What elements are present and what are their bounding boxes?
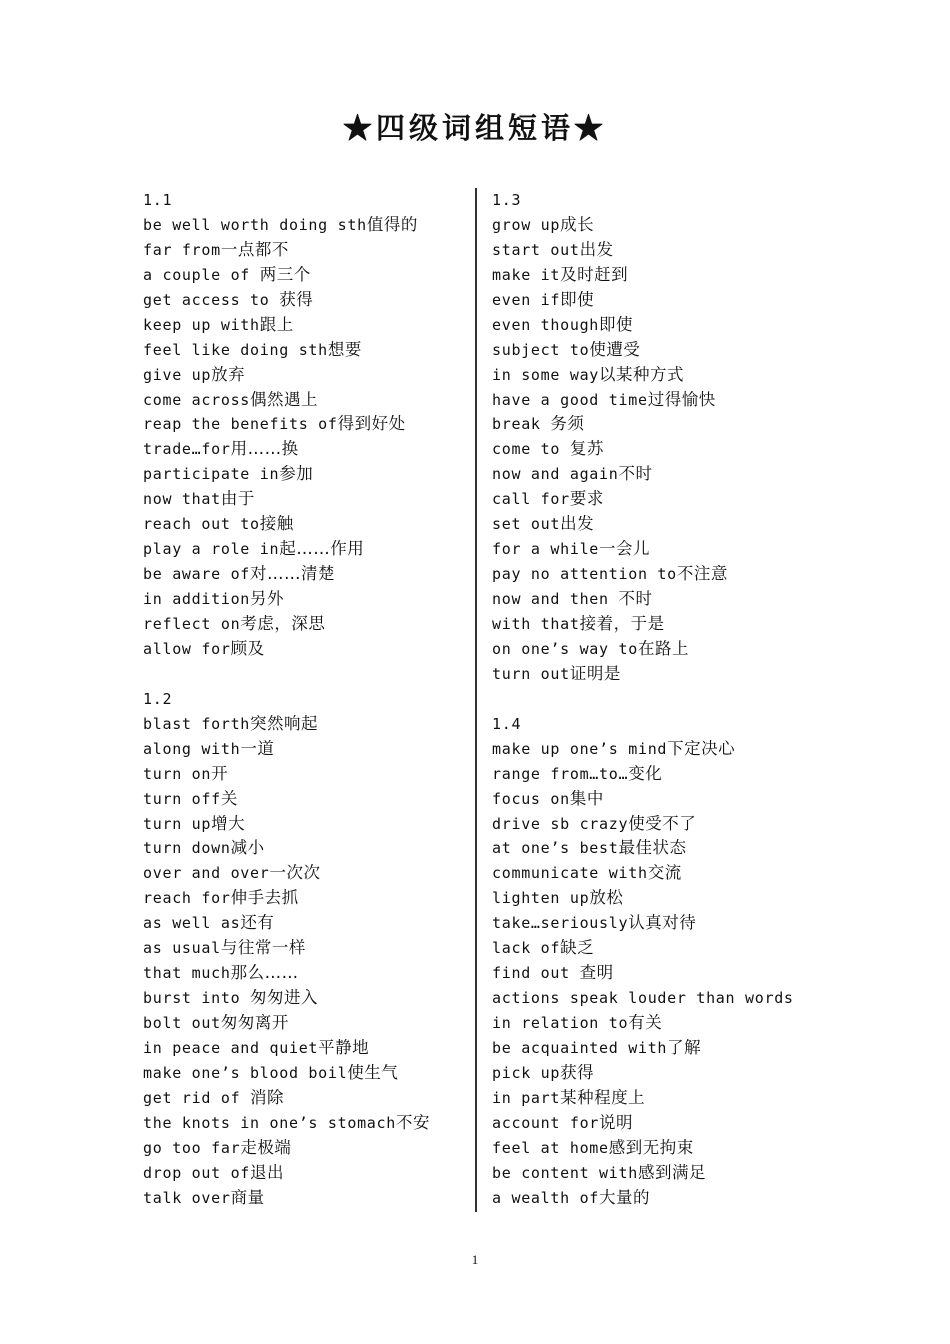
right-column: [492, 188, 812, 1211]
phrase-entry: [143, 762, 463, 787]
phrase-english: turn down: [143, 839, 231, 858]
phrase-english: call for: [492, 490, 570, 509]
phrase-entry: [492, 487, 812, 512]
phrase-chinese: 伸手去抓: [230, 888, 299, 908]
phrase-chinese: 集中: [569, 788, 604, 808]
phrase-english: get rid of: [143, 1088, 251, 1107]
phrase-english: give up: [143, 365, 212, 384]
phrase-entry: [143, 288, 463, 313]
phrase-section: [143, 188, 463, 662]
phrase-english: break: [492, 415, 551, 434]
phrase-entry: [492, 1186, 812, 1211]
phrase-entry: [143, 388, 463, 413]
phrase-chinese: 平静地: [318, 1037, 370, 1057]
phrase-chinese: 参加: [279, 464, 314, 484]
phrase-section: [492, 712, 812, 1211]
phrase-chinese: 变化: [628, 763, 663, 783]
phrase-entry: [492, 836, 812, 861]
phrase-entry: [143, 936, 463, 961]
phrase-english: with that: [492, 614, 580, 633]
phrase-chinese: 放松: [589, 888, 624, 908]
phrase-english: focus on: [492, 789, 570, 808]
phrase-english: for a while: [492, 540, 600, 559]
phrase-entry: [492, 886, 812, 911]
phrase-english: communicate with: [492, 864, 648, 883]
phrase-section: [492, 188, 812, 687]
phrase-entry: [143, 412, 463, 437]
phrase-chinese: 放弃: [211, 364, 246, 384]
page-number: 1: [471, 1252, 479, 1267]
phrase-entry: [492, 762, 812, 787]
phrase-chinese: 有关: [628, 1013, 663, 1032]
phrase-entry: [492, 313, 812, 338]
phrase-english: drive sb crazy: [492, 814, 629, 833]
phrase-english: even though: [492, 315, 600, 334]
phrase-english: make it: [492, 265, 561, 284]
phrase-english: take…seriously: [492, 914, 629, 933]
phrase-entry: [492, 662, 812, 687]
phrase-entry: [492, 612, 812, 637]
phrase-entry: [492, 363, 812, 388]
phrase-english: burst into: [143, 989, 251, 1008]
phrase-entry: [143, 812, 463, 837]
phrase-english: have a good time: [492, 390, 648, 409]
phrase-english: now and then: [492, 590, 619, 608]
phrase-chinese: 得到好处: [337, 414, 406, 434]
phrase-english: reach for: [143, 889, 231, 908]
phrase-entry: [143, 462, 463, 487]
phrase-english: grow up: [492, 215, 561, 234]
phrase-entry: [492, 637, 812, 662]
phrase-english: that much: [143, 964, 231, 983]
phrase-english: turn off: [143, 789, 221, 808]
phrase-entry: [143, 836, 463, 861]
phrase-english: in addition: [143, 590, 251, 608]
phrase-entry: [492, 737, 812, 762]
phrase-english: lighten up: [492, 889, 590, 908]
phrase-chinese: 要求: [569, 489, 604, 509]
phrase-english: turn up: [143, 814, 212, 833]
phrase-english: in peace and quiet: [143, 1038, 319, 1057]
phrase-english: make one’s blood boil: [143, 1063, 348, 1082]
phrase-entry: [143, 587, 463, 612]
phrase-chinese: 不安: [396, 1112, 430, 1132]
phrase-chinese: 减小: [230, 838, 265, 858]
section-heading: 1.4: [492, 714, 522, 733]
phrase-entry: [143, 1086, 463, 1111]
column-divider: [475, 188, 477, 1212]
phrase-english: talk over: [143, 1188, 231, 1207]
phrase-entry: [143, 213, 463, 238]
phrase-english: trade…for: [143, 440, 231, 459]
phrase-chinese: 在路上: [637, 638, 689, 658]
phrase-entry: [143, 612, 463, 637]
phrase-entry: [143, 537, 463, 562]
phrase-entry: [492, 787, 812, 812]
phrase-chinese: 以某种方式: [599, 364, 685, 384]
phrase-entry: [492, 1036, 812, 1061]
phrase-entry: [143, 512, 463, 537]
phrase-english: far from: [143, 240, 221, 259]
phrase-chinese: 那么……: [230, 963, 299, 983]
phrase-english: go too far: [143, 1138, 241, 1157]
phrase-entry: [143, 1061, 463, 1086]
phrase-entry: [492, 562, 812, 587]
phrase-chinese: 出发: [579, 239, 614, 259]
phrase-chinese: 感到满足: [637, 1162, 706, 1182]
phrase-entry: [143, 1136, 463, 1161]
phrase-chinese: 关: [220, 788, 238, 808]
phrase-chinese: 对……清楚: [250, 564, 336, 584]
phrase-english: on one’s way to: [492, 639, 638, 658]
phrase-english: turn on: [143, 764, 212, 783]
phrase-chinese: 即使: [599, 314, 634, 334]
phrase-english: pick up: [492, 1063, 561, 1082]
phrase-chinese: 感到无拘束: [608, 1137, 694, 1157]
phrase-chinese: 获得: [279, 289, 314, 309]
phrase-entry: [492, 512, 812, 537]
phrase-entry: [143, 737, 463, 762]
phrase-chinese: 一点都不: [220, 239, 289, 259]
phrase-entry: [492, 338, 812, 363]
phrase-chinese: 使受不了: [628, 813, 697, 833]
phrase-chinese: 缺乏: [560, 938, 595, 958]
phrase-chinese: 获得: [560, 1062, 595, 1082]
phrase-chinese: 偶然遇上: [250, 389, 319, 409]
phrase-chinese: 不时: [618, 589, 653, 608]
phrase-entry: [143, 1036, 463, 1061]
phrase-chinese: 交流: [647, 863, 682, 883]
phrase-english: start out: [492, 240, 580, 259]
phrase-chinese: 起……作用: [279, 539, 365, 559]
phrase-chinese: 成长: [560, 214, 595, 234]
section-heading: 1.2: [143, 689, 173, 708]
phrase-entry: [492, 288, 812, 313]
phrase-chinese: 复苏: [569, 439, 604, 459]
phrase-entry: [143, 1111, 463, 1136]
phrase-entry: [492, 936, 812, 961]
phrase-chinese: 走极端: [240, 1137, 292, 1157]
phrase-chinese: 退出: [250, 1162, 285, 1182]
phrase-english: participate in: [143, 465, 280, 484]
phrase-entry: [492, 1086, 812, 1111]
phrase-chinese: 查明: [579, 963, 614, 983]
phrase-entry: [492, 1161, 812, 1186]
phrase-chinese: 说明: [599, 1112, 634, 1132]
phrase-english: play a role in: [143, 540, 280, 559]
phrase-chinese: 及时赶到: [560, 264, 629, 284]
phrase-english: keep up with: [143, 315, 260, 334]
phrase-chinese: 接着，于是: [579, 613, 665, 633]
phrase-chinese: 商量: [230, 1187, 265, 1207]
phrase-chinese: 匆匆进入: [250, 988, 319, 1008]
phrase-chinese: 一道: [240, 738, 275, 758]
phrase-chinese: 认真对待: [628, 913, 697, 933]
phrase-english: reap the benefits of: [143, 415, 338, 434]
phrase-chinese: 另外: [250, 589, 285, 608]
phrase-english: as usual: [143, 939, 221, 958]
phrase-english: even if: [492, 290, 561, 309]
phrase-chinese: 消除: [250, 1087, 285, 1107]
phrase-entry: [143, 562, 463, 587]
phrase-chinese: 开: [211, 763, 229, 783]
phrase-chinese: 突然响起: [250, 713, 319, 733]
phrase-entry: [492, 861, 812, 886]
phrase-entry: [143, 313, 463, 338]
phrase-entry: [143, 1186, 463, 1211]
phrase-entry: [143, 911, 463, 936]
phrase-english: now that: [143, 490, 221, 509]
page-title: ★四级词组短语★: [342, 111, 607, 145]
phrase-english: at one’s best: [492, 839, 619, 858]
phrase-entry: [143, 986, 463, 1011]
phrase-chinese: 务须: [550, 414, 585, 434]
phrase-english: a couple of: [143, 265, 260, 284]
phrase-english: reach out to: [143, 515, 260, 534]
phrase-chinese: 两三个: [259, 264, 311, 284]
phrase-entry: [492, 388, 812, 413]
section-heading: 1.3: [492, 191, 522, 209]
phrase-chinese: 使遭受: [589, 339, 641, 359]
phrase-entry: [143, 238, 463, 263]
phrase-english: the knots in one’s stomach: [143, 1113, 396, 1132]
phrase-english: feel like doing sth: [143, 340, 328, 359]
phrase-english: range from…to…: [492, 764, 629, 783]
phrase-english: be aware of: [143, 565, 251, 584]
phrase-chinese: 跟上: [259, 314, 294, 334]
phrase-entry: [143, 487, 463, 512]
phrase-entry: [143, 961, 463, 986]
phrase-english: pay no attention to: [492, 565, 677, 584]
phrase-entry: [492, 263, 812, 288]
phrase-chinese: 还有: [240, 913, 275, 933]
phrase-entry: [492, 812, 812, 837]
phrase-english: find out: [492, 964, 580, 983]
phrase-entry: [492, 462, 812, 487]
phrase-english: be well worth doing sth: [143, 215, 367, 234]
phrase-english: get access to: [143, 290, 280, 309]
phrase-entry: [143, 263, 463, 288]
phrase-entry: [143, 861, 463, 886]
phrase-entry: [492, 412, 812, 437]
phrase-chinese: 了解: [667, 1037, 702, 1057]
phrase-entry: [492, 1011, 812, 1036]
phrase-chinese: 值得的: [366, 214, 418, 234]
phrase-chinese: 与往常一样: [220, 938, 306, 958]
phrase-entry: [492, 238, 812, 263]
phrase-english: in part: [492, 1088, 561, 1107]
phrase-chinese: 考虑，深思: [240, 613, 326, 633]
phrase-entry: [143, 637, 463, 662]
phrase-chinese: 匆匆离开: [220, 1013, 289, 1032]
phrase-english: along with: [143, 739, 241, 758]
phrase-english: make up one’s mind: [492, 739, 668, 758]
phrase-english: turn out: [492, 664, 570, 683]
phrase-chinese: 下定决心: [667, 738, 736, 758]
phrase-chinese: 由于: [220, 489, 255, 509]
phrase-entry: [143, 1161, 463, 1186]
phrase-chinese: 顾及: [230, 638, 265, 658]
phrase-english: be content with: [492, 1163, 638, 1182]
phrase-english: in relation to: [492, 1014, 629, 1032]
phrase-chinese: 一会儿: [599, 539, 651, 559]
phrase-chinese: 增大: [211, 813, 246, 833]
phrase-english: come across: [143, 390, 251, 409]
phrase-chinese: 过得愉快: [647, 389, 716, 409]
phrase-entry: [143, 886, 463, 911]
phrase-entry: [492, 1111, 812, 1136]
phrase-entry: [492, 213, 812, 238]
phrase-english: bolt out: [143, 1014, 221, 1032]
phrase-entry: [143, 363, 463, 388]
phrase-chinese: 一次次: [269, 863, 321, 883]
phrase-english: allow for: [143, 639, 231, 658]
phrase-entry: [143, 787, 463, 812]
phrase-entry: [492, 587, 812, 612]
phrase-english: reflect on: [143, 614, 241, 633]
phrase-entry: [492, 437, 812, 462]
phrase-english: feel at home: [492, 1138, 609, 1157]
phrase-english: come to: [492, 440, 570, 459]
phrase-chinese: 用……换: [230, 439, 299, 459]
phrase-chinese: 证明是: [569, 663, 621, 683]
phrase-english: blast forth: [143, 714, 251, 733]
phrase-english: a wealth of: [492, 1188, 600, 1207]
left-column: [143, 188, 463, 1211]
phrase-english: set out: [492, 515, 561, 534]
phrase-chinese: 接触: [259, 514, 294, 534]
phrase-chinese: 想要: [327, 339, 362, 359]
phrase-entry: [143, 338, 463, 363]
phrase-chinese: 不时: [618, 464, 653, 484]
phrase-english: lack of: [492, 939, 561, 958]
phrase-chinese: 大量的: [599, 1187, 651, 1207]
phrase-chinese: 最佳状态: [618, 838, 687, 858]
phrase-entry: [143, 712, 463, 737]
phrase-entry: [492, 911, 812, 936]
phrase-entry: [492, 1136, 812, 1161]
phrase-section: [143, 687, 463, 1211]
phrase-chinese: 某种程度上: [560, 1087, 646, 1107]
phrase-english: as well as: [143, 914, 241, 933]
phrase-chinese: 即使: [560, 289, 595, 309]
phrase-english: actions speak louder than words: [492, 989, 794, 1008]
phrase-entry: [492, 537, 812, 562]
phrase-english: in some way: [492, 365, 600, 384]
phrase-entry: [492, 961, 812, 986]
phrase-english: account for: [492, 1113, 600, 1132]
phrase-english: be acquainted with: [492, 1038, 668, 1057]
phrase-entry: [143, 437, 463, 462]
phrase-entry: [492, 986, 812, 1011]
phrase-entry: [143, 1011, 463, 1036]
phrase-english: subject to: [492, 340, 590, 359]
phrase-chinese: 使生气: [347, 1062, 399, 1082]
phrase-chinese: 不注意: [676, 564, 728, 584]
phrase-english: now and again: [492, 465, 619, 484]
phrase-chinese: 出发: [560, 514, 595, 534]
phrase-entry: [492, 1061, 812, 1086]
phrase-english: drop out of: [143, 1163, 251, 1182]
section-heading: 1.1: [143, 191, 173, 209]
phrase-english: over and over: [143, 864, 270, 883]
